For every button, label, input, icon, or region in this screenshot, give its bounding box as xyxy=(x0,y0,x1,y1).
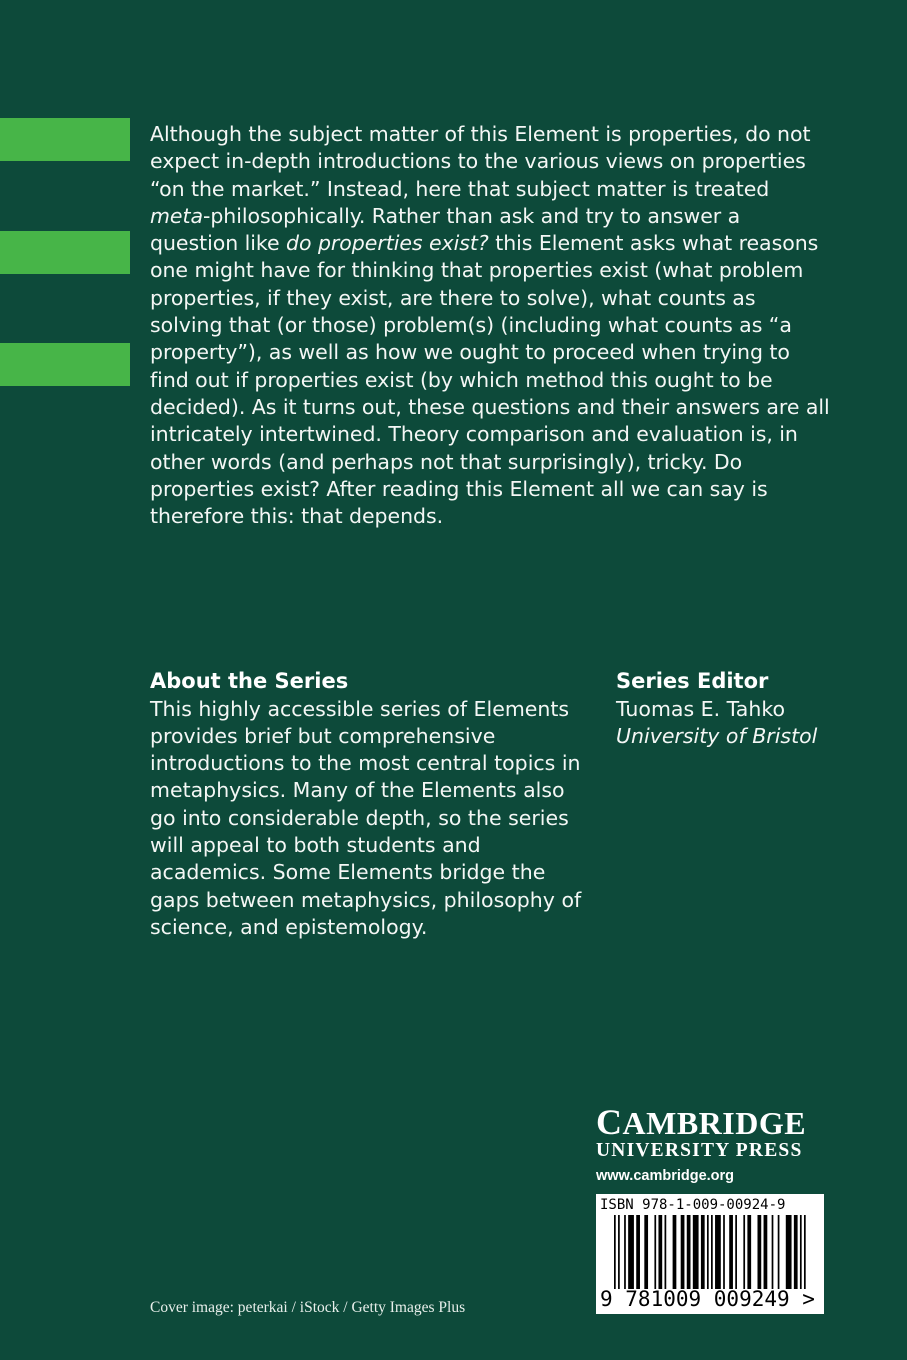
cover-image-credit: Cover image: peterkai / iStock / Getty Images Plus xyxy=(150,1299,466,1316)
barcode-bar-19 xyxy=(735,1215,737,1289)
barcode-bar-28 xyxy=(800,1215,802,1289)
barcode-bar-26 xyxy=(786,1215,792,1289)
series-editor-affiliation: University of Bristol xyxy=(616,723,818,748)
barcode-bar-0 xyxy=(614,1215,616,1289)
barcode-bars xyxy=(614,1215,806,1289)
description-emphasis-meta: meta xyxy=(150,203,203,228)
barcode-bar-2 xyxy=(624,1215,626,1289)
isbn-digits: 9 781009 009249 > xyxy=(600,1287,815,1311)
publisher-name-rest: AMBRIDGE xyxy=(622,1105,807,1141)
barcode-bar-7 xyxy=(658,1215,662,1289)
barcode-bar-6 xyxy=(654,1215,656,1289)
description-text-3: this Element asks what reasons one might have for thinking that properties exist (what problem properties, if they exist, are there to solve), what counts as solving that (or those) problem(s) (including what counts as “a property”), as well as how we ought to proceed when trying to find out if properties exist (by which method this ought to be decided). As it turns out, these questions and their answers are all intricately intertwined. Theory comparison and evaluation is, in other words (and perhaps not that surprisingly), tricky. Do properties exist? After reading this Element all we can say is therefore this: that depends. xyxy=(150,231,830,529)
series-editor-name: Tuomas E. Tahko xyxy=(616,696,786,721)
barcode-bar-24 xyxy=(772,1215,774,1289)
barcode-bar-8 xyxy=(665,1215,667,1289)
accent-bar-top xyxy=(0,118,130,161)
barcode-bar-5 xyxy=(644,1215,648,1289)
publisher-website: www.cambridge.org xyxy=(596,1168,735,1184)
publisher-logo xyxy=(596,1102,836,1187)
barcode-bar-27 xyxy=(794,1215,798,1289)
barcode-bar-3 xyxy=(628,1215,634,1289)
isbn-label: ISBN 978-1-009-00924-9 xyxy=(600,1197,786,1213)
book-description xyxy=(150,121,830,530)
description-emphasis-question: do properties exist? xyxy=(286,231,489,256)
barcode-bar-23 xyxy=(764,1215,768,1289)
series-editor-section xyxy=(616,668,876,750)
series-editor-title: Series Editor xyxy=(616,669,769,693)
description-text-1: Although the subject matter of this Element is properties, do not expect in-depth introductions to the various views on properties “on the market.” Instead, here that subject matter is treated xyxy=(150,122,811,201)
barcode-bar-12 xyxy=(693,1215,699,1289)
description-paragraph xyxy=(150,121,830,530)
publisher-name xyxy=(596,1102,836,1142)
barcode-bar-4 xyxy=(636,1215,640,1289)
barcode-bar-20 xyxy=(743,1215,745,1289)
barcode-bar-14 xyxy=(707,1215,709,1289)
barcode-bar-11 xyxy=(687,1215,691,1289)
publisher-press: UNIVERSITY PRESS xyxy=(596,1140,803,1161)
barcode-bar-21 xyxy=(747,1215,751,1289)
barcode-bar-1 xyxy=(618,1215,620,1289)
accent-bar-middle xyxy=(0,231,130,274)
barcode-bar-25 xyxy=(778,1215,780,1289)
accent-bar-bottom xyxy=(0,343,130,386)
about-series-text: This highly accessible series of Elements provides brief but comprehensive introductions to the most central topics in metaphysics. Many of the Elements also go into considerable depth, so the series will appeal to both students and academics. Some Elements bridge the gaps between metaphysics, philosophy of science, and epistemology. xyxy=(150,696,582,939)
description-text-2: -philosophically. Rather than ask and try to answer a question like xyxy=(150,203,741,256)
about-series-title: About the Series xyxy=(150,669,349,693)
barcode-bar-10 xyxy=(681,1215,685,1289)
barcode-bar-29 xyxy=(804,1215,806,1289)
barcode-bar-17 xyxy=(723,1215,725,1289)
isbn-barcode xyxy=(596,1194,824,1314)
barcode-bar-18 xyxy=(729,1215,733,1289)
barcode-bar-15 xyxy=(711,1215,713,1289)
barcode-bar-16 xyxy=(715,1215,721,1289)
barcode-bar-22 xyxy=(757,1215,761,1289)
barcode-bar-13 xyxy=(701,1215,705,1289)
barcode-bar-9 xyxy=(673,1215,677,1289)
about-series-section xyxy=(150,668,590,941)
publisher-name-initial: C xyxy=(596,1102,623,1142)
